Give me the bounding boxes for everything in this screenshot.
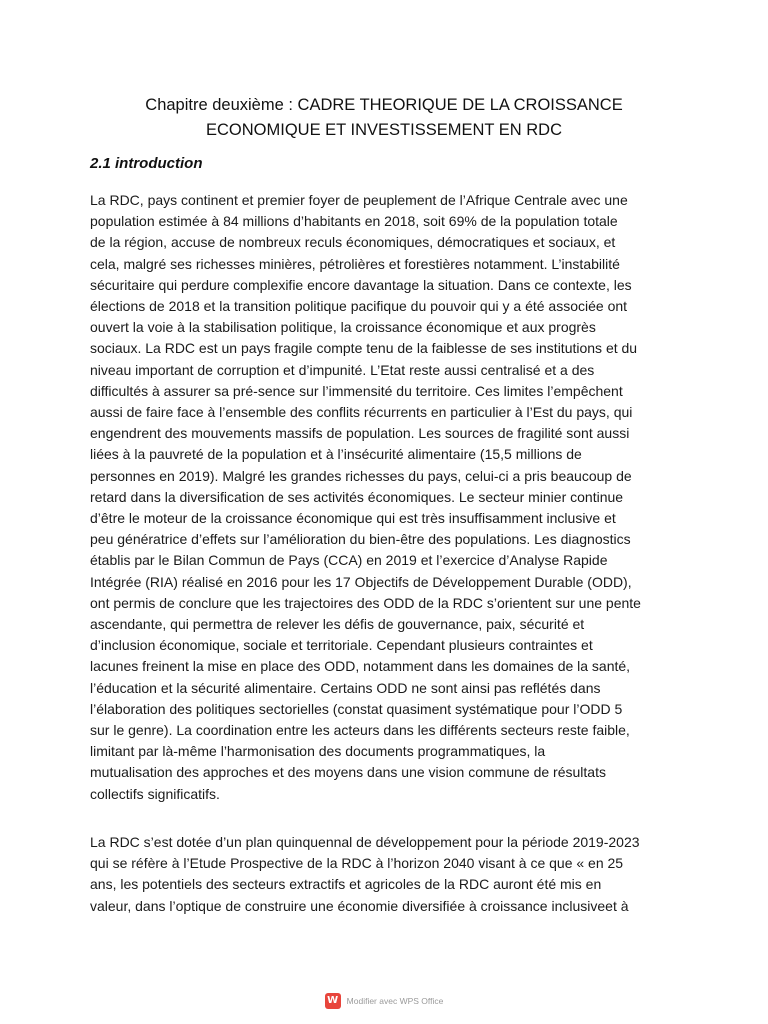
text-line: population estimée à 84 millions d’habitants en 2018, soit 69% de la population totale	[90, 213, 618, 230]
section-heading: 2.1 introduction	[90, 155, 203, 172]
paragraph-2	[90, 832, 690, 917]
text-line: collectifs significatifs.	[90, 785, 220, 802]
text-line: engendrent des mouvements massifs de population. Les sources de fragilité sont aussi	[90, 425, 630, 442]
chapter-title-line: Chapitre deuxième : CADRE THEORIQUE DE LA CROISSANCE	[145, 96, 623, 114]
text-line: ans, les potentiels des secteurs extractifs et agricoles de la RDC auront été mis en	[90, 876, 602, 893]
text-line: valeur, dans l’optique de construire une économie diversifiée à croissance inclusiveet à	[90, 897, 629, 914]
wps-edit-label: Modifier avec WPS Office	[346, 996, 444, 1006]
text-line: difficultés à assurer sa pré-sence sur l’immensité du territoire. Ces limites l’empêchent	[90, 382, 623, 399]
text-line: niveau important de corruption et d’impunité. L’Etat reste aussi centralisé et a des	[90, 361, 595, 378]
chapter-title-line: ECONOMIQUE ET INVESTISSEMENT EN RDC	[205, 121, 563, 139]
text-line: élections de 2018 et la transition politique pacifique du pouvoir qui y a été associée ont	[90, 298, 628, 315]
text-line: l’éducation et la sécurité alimentaire. Certains ODD ne sont ainsi pas reflétés dans	[90, 679, 601, 696]
text-line: de la région, accuse de nombreux reculs économiques, démocratiques et sociaux, et	[90, 234, 616, 251]
text-line: d’inclusion économique, sociale et territoriale. Cependant plusieurs contraintes et	[90, 637, 593, 654]
text-line: d’être le moteur de la croissance économique qui est très insuffisamment inclusive et	[90, 510, 616, 527]
text-line: ascendante, qui permettra de relever les défis de gouvernance, paix, sécurité et	[90, 616, 585, 633]
text-line: sur le genre). La coordination entre les acteurs dans les différents secteurs reste faible,	[90, 722, 630, 739]
wps-office-icon: W	[325, 993, 341, 1009]
paragraph-1	[90, 190, 690, 805]
text-line: personnes en 2019). Malgré les grandes richesses du pays, celui-ci a pris beaucoup de	[90, 467, 632, 484]
text-line: La RDC s’est dotée d’un plan quinquennal de développement pour la période 2019-2023	[90, 834, 640, 850]
text-line: établis par le Bilan Commun de Pays (CCA) en 2019 et l’exercice d’Analyse Rapide	[90, 552, 608, 569]
text-line: sécuritaire qui perdure complexifie encore davantage la situation. Dans ce contexte, les	[90, 276, 632, 293]
text-line: aussi de faire face à l’ensemble des conflits récurrents en particulier à l’Est du pays, qui	[90, 404, 633, 421]
text-line: retard dans la diversification de ses activités économiques. Le secteur minier continue	[90, 488, 624, 505]
text-line: peu génératrice d’effets sur l’amélioration du bien-être des populations. Les diagnostics	[90, 531, 631, 548]
text-line: l’élaboration des politiques sectorielles (constat quasiment systématique pour l’ODD 5	[90, 700, 623, 717]
text-line: ouvert la voie à la stabilisation politique, la croissance économique et aux progrès	[90, 319, 596, 336]
text-line: liées à la pauvreté de la population et à l’insécurité alimentaire (15,5 millions de	[90, 446, 582, 463]
text-line: sociaux. La RDC est un pays fragile compte tenu de la faiblesse de ses institutions et du	[90, 340, 638, 357]
text-line: qui se réfère à l’Etude Prospective de la RDC à l’horizon 2040 visant à ce que « en 25	[90, 855, 624, 872]
text-line: mutualisation des approches et des moyens dans une vision commune de résultats	[90, 764, 606, 781]
text-line: La RDC, pays continent et premier foyer de peuplement de l’Afrique Centrale avec une	[90, 192, 628, 208]
text-line: limitant par là-même l’harmonisation des documents programmatiques, la	[90, 743, 546, 760]
text-line: ont permis de conclure que les trajectoires des ODD de la RDC s’orientent sur une pente	[90, 594, 641, 611]
chapter-title	[0, 93, 768, 143]
text-line: cela, malgré ses richesses minières, pétrolières et forestières notamment. L’instabilité	[90, 255, 620, 272]
text-line: Intégrée (RIA) réalisé en 2016 pour les 17 Objectifs de Développement Durable (ODD),	[90, 573, 632, 590]
wps-edit-link[interactable]	[0, 993, 768, 1009]
text-line: lacunes freinent la mise en place des ODD, notamment dans les domaines de la santé,	[90, 658, 631, 675]
